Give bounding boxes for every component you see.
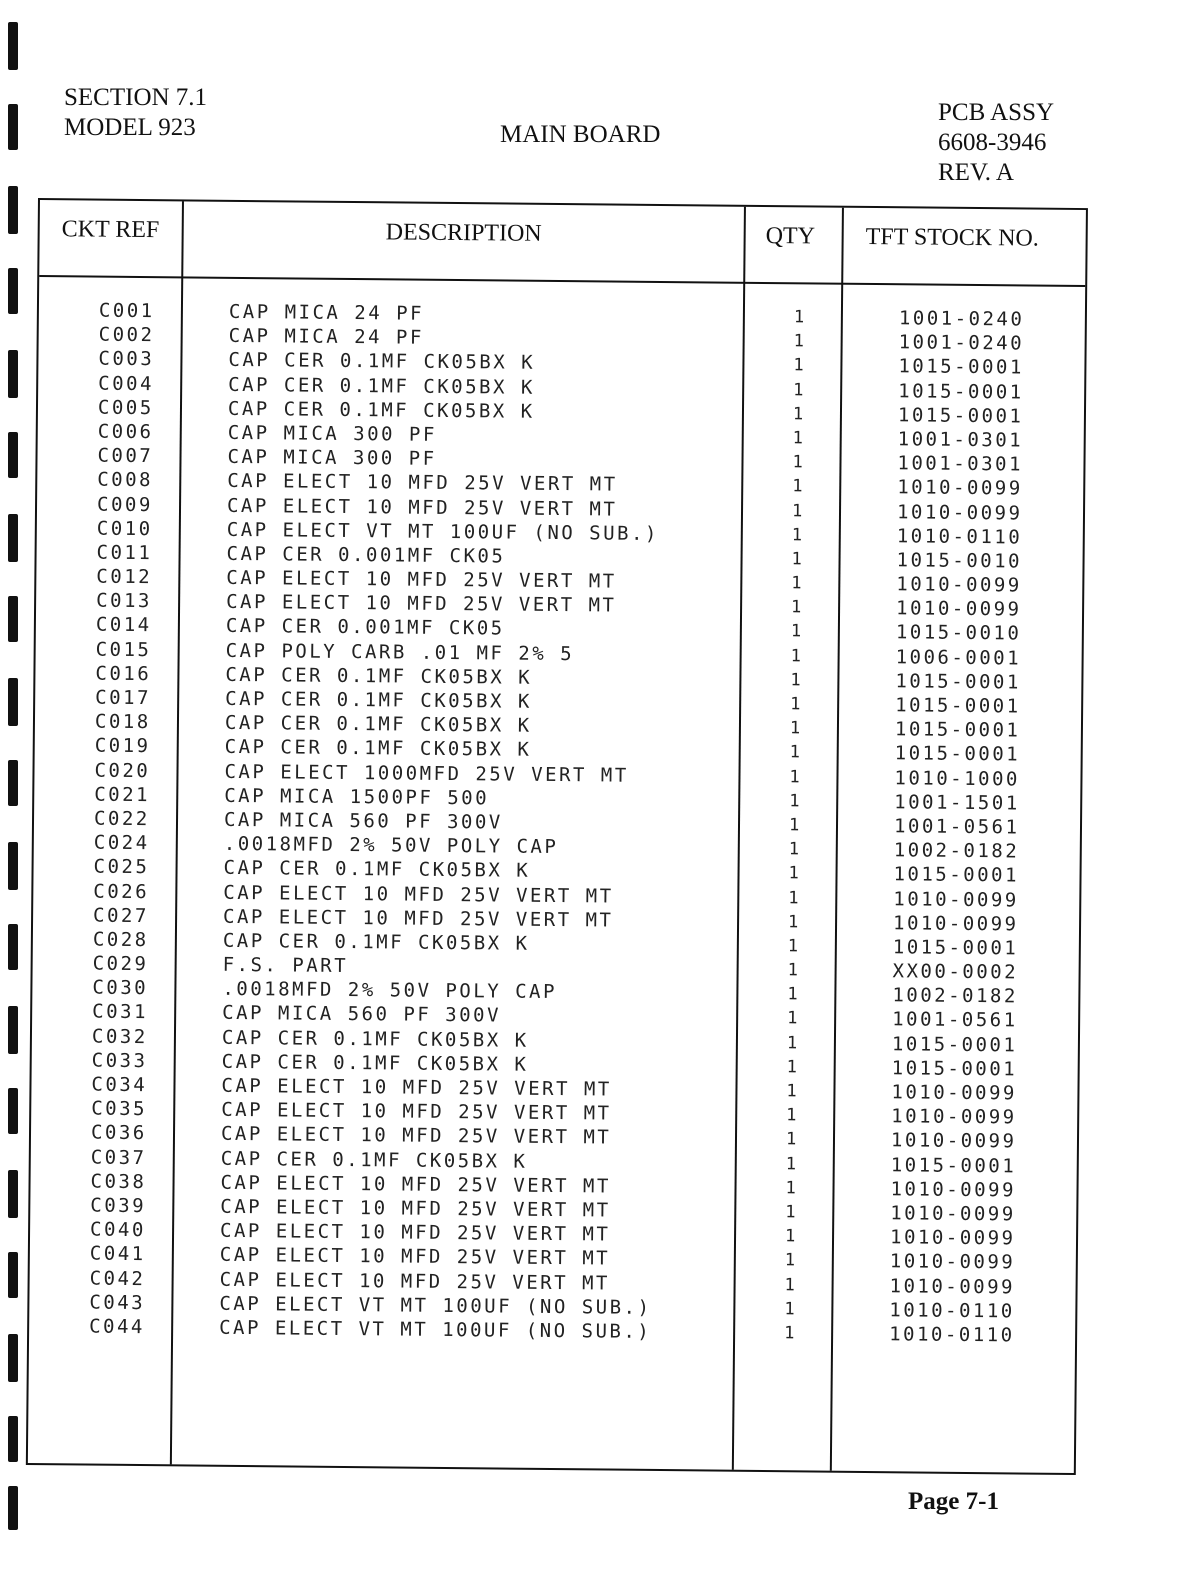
qty-cell: 1: [790, 621, 802, 642]
ckt-ref-cell: C008: [97, 468, 154, 492]
binding-mark: [8, 1252, 18, 1298]
qty-cell: 1: [791, 573, 802, 594]
ckt-ref-cell: C001: [98, 299, 155, 323]
qty-cell: 1: [787, 984, 798, 1005]
ckt-ref-cell: C041: [89, 1242, 146, 1266]
binding-mark: [8, 1006, 18, 1054]
stock-no-cell: 1010-0099: [896, 500, 1023, 524]
qty-cell: 1: [790, 645, 801, 666]
ckt-ref-cell: C024: [93, 831, 150, 855]
ckt-ref-cell: C006: [97, 420, 154, 444]
stock-no-cell: 1015-0010: [895, 621, 1022, 645]
ckt-ref-cell: C020: [94, 759, 151, 782]
stock-no-cell: 1010-0099: [893, 887, 1019, 911]
page-title: MAIN BOARD: [500, 121, 661, 148]
description-cell: CAP POLY CARB .01 MF 2% 5: [225, 639, 575, 665]
ckt-ref-cell: C013: [96, 589, 153, 613]
ckt-ref-cell: C031: [92, 1000, 149, 1024]
ckt-ref-cell: C009: [96, 493, 153, 516]
binding-mark: [8, 1170, 18, 1218]
description-cell: CAP CER 0.1MF CK05BX K: [224, 736, 532, 762]
binding-mark: [8, 1334, 18, 1382]
binding-mark: [8, 760, 18, 806]
stock-no-cell: 1010-0099: [890, 1177, 1017, 1202]
qty-cell: 1: [785, 1129, 797, 1150]
stock-no-cell: 1010-0099: [895, 597, 1022, 621]
description-cell: .0018MFD 2% 50V POLY CAP: [222, 978, 558, 1004]
description-cell: CAP MICA 24 PF: [228, 300, 425, 325]
qty-cell: 1: [784, 1323, 795, 1344]
stock-no-cell: 1015-0001: [897, 404, 1024, 428]
description-cell: CAP ELECT 10 MFD 25V VERT MT: [223, 905, 614, 932]
binding-mark: [8, 1486, 18, 1530]
qty-cell: 1: [787, 911, 799, 933]
qty-cell: 1: [789, 718, 801, 739]
qty-cell: 1: [788, 887, 799, 908]
qty-cell: 1: [793, 379, 804, 400]
stock-no-cell: 1010-0110: [889, 1323, 1015, 1347]
column-header-qty: QTY: [765, 222, 816, 250]
description-cell: CAP CER 0.001MF CK05: [225, 615, 505, 640]
description-cell: CAP ELECT 10 MFD 25V VERT MT: [227, 470, 618, 496]
description-cell: CAP MICA 560 PF 300V: [223, 808, 503, 834]
stock-no-cell: 1010-0099: [896, 573, 1022, 597]
stock-no-cell: 1015-0001: [895, 694, 1021, 718]
ckt-ref-cell: C035: [91, 1097, 148, 1121]
description-cell: CAP CER 0.001MF CK05: [226, 542, 506, 568]
qty-cell: 1: [792, 476, 803, 497]
stock-no-cell: 1010-0099: [889, 1226, 1016, 1250]
description-cell: CAP MICA 560 PF 300V: [222, 1002, 502, 1027]
description-cell: CAP ELECT VT MT 100UF (NO SUB.): [219, 1292, 652, 1319]
stock-no-cell: 1015-0001: [891, 1032, 1018, 1057]
ckt-ref-cell: C044: [89, 1315, 146, 1338]
binding-mark: [8, 1088, 18, 1134]
ckt-ref-cell: C043: [89, 1291, 146, 1314]
description-cell: F.S. PART: [222, 953, 349, 978]
description-cell: CAP CER 0.1MF CK05BX K: [228, 373, 535, 399]
description-cell: .0018MFD 2% 50V POLY CAP: [223, 832, 559, 859]
header-right: [938, 98, 1054, 188]
column-header-ckt-ref: CKT REF: [61, 216, 160, 244]
ckt-ref-cell: C039: [90, 1194, 147, 1218]
description-cell: CAP CER 0.1MF CK05BX K: [221, 1026, 529, 1052]
qty-cell: 1: [785, 1202, 796, 1223]
qty-cell: 1: [784, 1226, 796, 1247]
stock-no-cell: 1010-1000: [894, 766, 1021, 791]
stock-no-cell: XX00-0002: [892, 960, 1019, 984]
qty-cell: 1: [788, 839, 800, 860]
stock-no-cell: 1010-0099: [891, 1081, 1018, 1105]
description-cell: CAP ELECT 10 MFD 25V VERT MT: [226, 591, 617, 617]
description-cell: CAP ELECT 10 MFD 25V VERT MT: [219, 1268, 611, 1295]
header-left: [64, 83, 207, 143]
description-cell: CAP ELECT VT MT 100UF (NO SUB.): [219, 1316, 652, 1343]
description-cell: CAP ELECT 10 MFD 25V VERT MT: [226, 494, 618, 521]
description-cell: CAP MICA 1500PF 500: [224, 784, 490, 810]
ckt-ref-cell: C007: [97, 444, 154, 468]
stock-no-cell: 1010-0099: [892, 911, 1019, 936]
revision-label: REV. A: [938, 159, 1014, 186]
stock-no-cell: 1015-0001: [898, 379, 1024, 404]
description-cell: CAP ELECT 10 MFD 25V VERT MT: [223, 881, 614, 908]
stock-no-cell: 1015-0001: [891, 1057, 1018, 1081]
ckt-ref-cell: C028: [92, 928, 149, 951]
qty-cell: 1: [784, 1274, 795, 1295]
ckt-ref-cell: C003: [98, 347, 155, 371]
qty-cell: 1: [786, 1105, 797, 1126]
description-cell: CAP ELECT VT MT 100UF (NO SUB.): [226, 518, 660, 545]
stock-no-cell: 1010-0099: [891, 1105, 1017, 1129]
binding-mark: [8, 350, 18, 398]
qty-cell: 1: [786, 1057, 798, 1078]
qty-cell: 1: [784, 1298, 795, 1320]
qty-cell: 1: [792, 404, 804, 425]
description-cell: CAP CER 0.1MF CK05BX K: [222, 929, 530, 955]
qty-cell: 1: [792, 428, 804, 449]
stock-no-cell: 1010-0099: [897, 476, 1023, 500]
ckt-ref-cell: C026: [93, 880, 150, 903]
ckt-ref-cell: C017: [95, 686, 152, 710]
description-cell: CAP ELECT 10 MFD 25V VERT MT: [221, 1098, 612, 1125]
qty-cell: 1: [791, 500, 803, 521]
stock-no-cell: 1015-0010: [896, 549, 1023, 573]
ckt-ref-cell: C040: [89, 1218, 146, 1242]
description-cell: CAP ELECT 10 MFD 25V VERT MT: [220, 1171, 611, 1198]
model-label: MODEL 923: [64, 114, 196, 141]
binding-mark: [8, 432, 18, 478]
qty-cell: 1: [786, 1032, 798, 1053]
qty-cell: 1: [790, 694, 801, 715]
ckt-ref-cell: C002: [98, 323, 155, 347]
binding-mark: [8, 186, 18, 234]
description-cell: CAP ELECT 10 MFD 25V VERT MT: [221, 1074, 612, 1101]
stock-no-cell: 1001-0301: [897, 428, 1024, 452]
binding-mark: [8, 514, 18, 562]
description-cell: CAP ELECT 10 MFD 25V VERT MT: [219, 1219, 611, 1246]
stock-no-cell: 1015-0001: [894, 742, 1021, 766]
stock-no-cell: 1001-0240: [898, 307, 1025, 331]
stock-no-cell: 1010-0110: [896, 524, 1023, 549]
binding-mark: [8, 268, 18, 314]
stock-no-cell: 1001-1501: [894, 790, 1020, 815]
description-cell: CAP ELECT 10 MFD 25V VERT MT: [220, 1123, 612, 1149]
description-cell: CAP CER 0.1MF CK05BX K: [221, 1050, 529, 1076]
stock-no-cell: 1010-0099: [890, 1202, 1016, 1226]
ckt-ref-cell: C037: [90, 1146, 147, 1169]
binding-mark: [8, 678, 18, 726]
binding-mark: [8, 842, 18, 890]
qty-cell: 1: [792, 452, 803, 473]
qty-cell: 1: [784, 1250, 796, 1271]
stock-no-cell: 1002-0182: [892, 984, 1018, 1008]
stock-no-cell: 1006-0001: [895, 645, 1022, 670]
qty-cell: 1: [793, 331, 805, 352]
stock-no-cell: 1015-0001: [894, 718, 1021, 742]
stock-no-cell: 1010-0099: [889, 1274, 1016, 1298]
ckt-ref-cell: C030: [92, 976, 149, 1000]
section-label: SECTION 7.1: [64, 84, 208, 111]
stock-no-cell: 1010-0099: [889, 1250, 1016, 1274]
description-cell: CAP CER 0.1MF CK05BX K: [223, 857, 531, 883]
qty-cell: 1: [789, 790, 800, 812]
stock-no-cell: 1001-0301: [897, 452, 1024, 476]
qty-cell: 1: [789, 766, 800, 787]
column-header-stock-no: TFT STOCK NO.: [865, 223, 1039, 252]
ckt-ref-cell: C012: [96, 565, 153, 589]
stock-no-cell: 1001-0561: [892, 1008, 1018, 1032]
qty-cell: 1: [786, 1081, 797, 1102]
binding-mark: [8, 104, 18, 150]
qty-cell: 1: [787, 960, 798, 981]
qty-cell: 1: [785, 1153, 797, 1174]
header-divider: [39, 275, 1085, 287]
description-cell: CAP CER 0.1MF CK05BX K: [224, 712, 532, 737]
description-cell: CAP CER 0.1MF CK05BX K: [225, 663, 533, 689]
description-cell: CAP MICA 300 PF: [227, 421, 437, 446]
ckt-ref-cell: C025: [93, 855, 150, 879]
ckt-ref-cell: C033: [91, 1049, 148, 1072]
description-cell: CAP ELECT 1000MFD 25V VERT MT: [224, 760, 629, 787]
qty-cell: 1: [791, 597, 802, 618]
ckt-ref-cell: C027: [93, 904, 149, 927]
qty-cell: 1: [787, 1008, 798, 1029]
page-number: Page 7-1: [908, 1488, 999, 1515]
description-cell: CAP CER 0.1MF CK05BX K: [228, 349, 536, 375]
ckt-ref-cell: C004: [98, 372, 155, 395]
stock-no-cell: 1002-0182: [893, 839, 1020, 863]
ckt-ref-cell: C010: [96, 517, 153, 540]
stock-no-cell: 1015-0001: [898, 355, 1024, 379]
stock-no-cell: 1015-0001: [892, 936, 1019, 960]
binding-mark: [8, 1416, 18, 1462]
qty-cell: 1: [788, 863, 799, 884]
description-cell: CAP ELECT 10 MFD 25V VERT MT: [226, 566, 617, 593]
qty-cell: 1: [791, 524, 803, 546]
stock-no-cell: 1015-0001: [893, 863, 1020, 887]
ckt-ref-cell: C022: [93, 807, 150, 831]
ckt-ref-cell: C042: [89, 1267, 146, 1290]
description-cell: CAP CER 0.1MF CK05BX K: [227, 397, 535, 423]
ckt-ref-cell: C016: [95, 662, 152, 685]
ckt-ref-cell: C029: [92, 952, 149, 976]
column-header-description: DESCRIPTION: [385, 219, 542, 247]
qty-cell: 1: [789, 742, 801, 763]
qty-cell: 1: [793, 355, 804, 376]
part-number: 6608-3946: [938, 129, 1047, 156]
qty-cell: 1: [787, 936, 799, 957]
ckt-ref-cell: C019: [94, 734, 151, 758]
description-cell: CAP ELECT 10 MFD 25V VERT MT: [220, 1195, 611, 1222]
ckt-ref-cell: C034: [91, 1073, 148, 1097]
stock-no-cell: 1015-0001: [895, 670, 1021, 694]
qty-cell: 1: [793, 307, 805, 328]
ckt-ref-cell: C014: [95, 614, 152, 637]
parts-table: [26, 198, 1088, 1475]
ckt-ref-cell: C011: [96, 541, 153, 564]
description-cell: CAP CER 0.1MF CK05BX K: [225, 687, 532, 713]
qty-cell: 1: [790, 670, 801, 691]
description-cell: CAP MICA 300 PF: [227, 445, 437, 470]
ckt-ref-cell: C038: [90, 1170, 147, 1193]
binding-mark: [8, 596, 18, 642]
ckt-ref-cell: C036: [90, 1121, 147, 1145]
description-cell: CAP CER 0.1MF CK05BX K: [220, 1147, 528, 1173]
ckt-ref-cell: C005: [97, 396, 154, 419]
binding-mark: [8, 22, 18, 70]
stock-no-cell: 1015-0001: [890, 1153, 1017, 1177]
ckt-ref-cell: C032: [91, 1025, 148, 1048]
qty-cell: 1: [785, 1177, 796, 1199]
description-cell: CAP ELECT 10 MFD 25V VERT MT: [219, 1244, 611, 1270]
stock-no-cell: 1010-0110: [889, 1298, 1015, 1323]
ckt-ref-cell: C015: [95, 638, 152, 661]
stock-no-cell: 1010-0099: [890, 1129, 1017, 1153]
stock-no-cell: 1001-0240: [898, 331, 1025, 355]
table-body: [29, 298, 1085, 1348]
qty-cell: 1: [788, 815, 800, 836]
ckt-ref-cell: C021: [94, 783, 151, 806]
description-cell: CAP MICA 24 PF: [228, 325, 424, 349]
assy-label: PCB ASSY: [938, 99, 1055, 126]
qty-cell: 1: [791, 549, 802, 570]
ckt-ref-cell: C018: [94, 710, 151, 734]
stock-no-cell: 1001-0561: [893, 815, 1020, 839]
binding-mark: [8, 924, 18, 970]
